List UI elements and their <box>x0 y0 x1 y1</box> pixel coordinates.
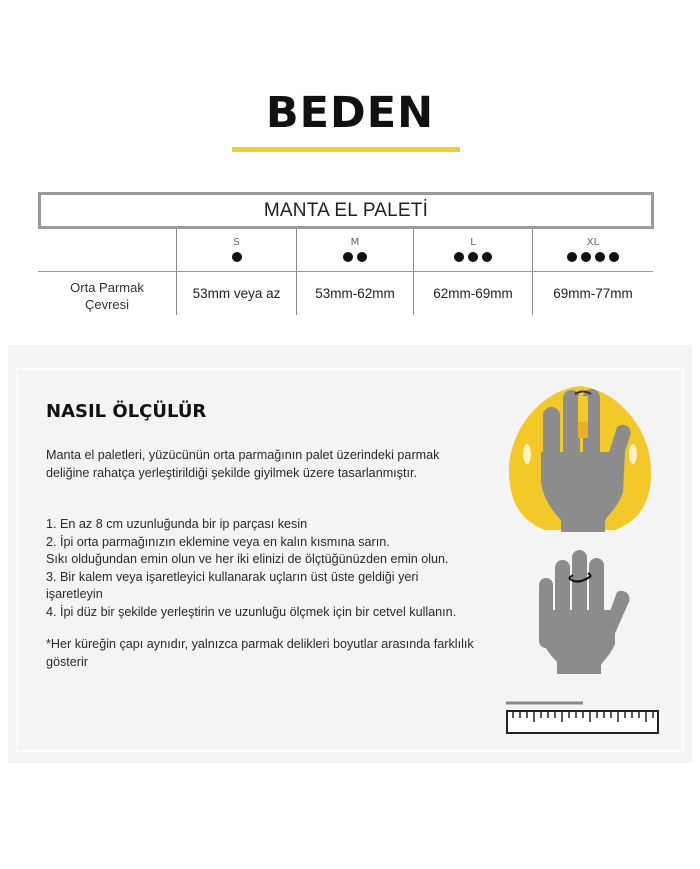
row-label <box>38 279 176 313</box>
row-label-line: Çevresi <box>84 297 130 312</box>
size-header-s <box>177 229 296 271</box>
row-label-line: Orta Parmak <box>70 280 144 295</box>
size-label: L <box>470 237 476 248</box>
size-dots <box>533 252 653 262</box>
size-label: M <box>350 237 360 248</box>
ruler-icon <box>500 698 665 738</box>
measurement-cell-m: 53mm-62mm <box>315 286 395 301</box>
size-dots <box>177 252 296 262</box>
dot-icon <box>357 252 367 262</box>
step-item: Sıkı olduğundan emin olun ve her iki elinizi de ölçtüğünüzden emin olun. <box>46 552 449 566</box>
dot-icon <box>232 252 242 262</box>
size-label: S <box>233 237 240 248</box>
step-item: 3. Bir kalem veya işaretleyici kullanarak uçların üst üste geldiği yeri işaretleyin <box>46 569 419 601</box>
dot-icon <box>482 252 492 262</box>
size-header-l <box>414 229 532 271</box>
dot-icon <box>468 252 478 262</box>
how-to-measure-title: NASIL ÖLÇÜLÜR <box>46 401 207 422</box>
dot-icon <box>343 252 353 262</box>
hand-on-yellow-paddle-icon <box>505 382 655 532</box>
size-dots <box>414 252 532 262</box>
size-label: XL <box>586 237 600 248</box>
page-title: BEDEN <box>265 88 435 138</box>
note-text: *Her küreğin çapı aynıdır, yalnızca parmak delikleri boyutlar arasında farklılık gösterir <box>46 637 474 669</box>
table-title <box>38 192 654 229</box>
measurement-cell-s: 53mm veya az <box>192 286 281 301</box>
title-underline <box>232 147 460 152</box>
measurement-cell-l: 62mm-69mm <box>433 286 513 301</box>
hand-measuring-finger-icon <box>533 548 633 678</box>
step-item: 2. İpi orta parmağınızın eklemine veya en kalın kısmına sarın. <box>46 534 390 549</box>
dot-icon <box>595 252 605 262</box>
intro-text: Manta el paletleri, yüzücünün orta parmağının palet üzerindeki parmak deliğine rahatça yerleştirildiği şekilde giyilmek üzere tasarlanmıştır. <box>46 448 440 480</box>
dot-icon <box>454 252 464 262</box>
size-dots <box>297 252 413 262</box>
dot-icon <box>609 252 619 262</box>
dot-icon <box>581 252 591 262</box>
table-title-text: MANTA EL PALETİ <box>263 199 429 221</box>
steps-list <box>46 516 516 621</box>
size-header-xl <box>533 229 653 271</box>
dot-icon <box>567 252 577 262</box>
measurement-cell-xl: 69mm-77mm <box>553 286 633 301</box>
step-item: 4. İpi düz bir şekilde yerleştirin ve uzunluğu ölçmek için bir cetvel kullanın. <box>46 604 457 619</box>
step-item: 1. En az 8 cm uzunluğunda bir ip parçası kesin <box>46 517 308 531</box>
row-divider <box>38 271 653 272</box>
size-header-m <box>297 229 413 271</box>
